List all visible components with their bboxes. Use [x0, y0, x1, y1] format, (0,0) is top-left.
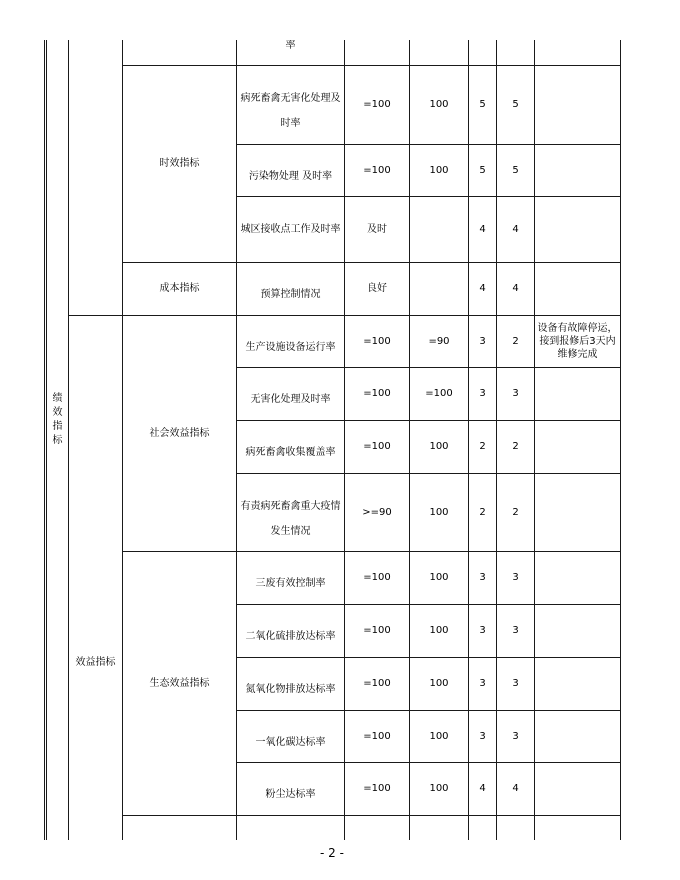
score-cell — [497, 763, 535, 816]
indicator-cell — [237, 197, 345, 263]
score-cell — [497, 816, 535, 840]
weight-cell — [469, 368, 497, 421]
actual-value-cell — [410, 711, 469, 763]
actual-value-cell — [410, 368, 469, 421]
target-value: =100 — [363, 572, 391, 583]
remark-line: 接到报修后3天内 — [539, 336, 616, 347]
level3-category-label: 生态效益指标 — [149, 677, 210, 689]
indicator-name-line: 有责病死畜禽重大疫情 — [240, 500, 341, 512]
level1-category-cell — [47, 40, 69, 840]
weight-cell — [469, 66, 497, 145]
indicator-name-line: 氮氧化物排放达标率 — [245, 684, 336, 695]
weight-value: 4 — [479, 283, 486, 294]
target-value: >=90 — [362, 506, 392, 518]
target-value-cell — [345, 66, 410, 145]
weight-value: 3 — [479, 625, 486, 636]
score-cell — [497, 263, 535, 316]
score-value: 4 — [512, 783, 519, 794]
actual-value-cell — [410, 263, 469, 316]
weight-cell — [469, 552, 497, 605]
score-cell — [497, 40, 535, 66]
remark-line: 设备有故障停运， — [537, 323, 618, 334]
indicator-name-line: 病死畜禽收集覆盖率 — [245, 447, 336, 458]
indicator-name-line: 一氧化碳达标率 — [255, 736, 326, 748]
indicator-name-line: 生产设施设备运行率 — [245, 341, 336, 353]
actual-value: 100 — [429, 730, 449, 742]
score-cell — [497, 605, 535, 658]
target-value-cell — [345, 552, 410, 605]
weight-value: 2 — [479, 441, 486, 452]
level1-category-label: 绩效指标 — [52, 393, 63, 446]
weight-value: 3 — [479, 678, 486, 689]
actual-value: 100 — [429, 164, 449, 176]
weight-cell — [469, 816, 497, 840]
actual-value: 100 — [429, 99, 449, 110]
target-value: =100 — [363, 164, 391, 176]
indicator-cell — [237, 658, 345, 711]
indicator-name-line: 预算控制情况 — [260, 289, 321, 300]
remark-cell — [535, 66, 621, 145]
target-value-cell — [345, 421, 410, 474]
target-value-cell — [345, 145, 410, 197]
target-value-cell — [345, 40, 410, 66]
remark-cell — [535, 816, 621, 840]
actual-value: =90 — [428, 335, 450, 347]
actual-value: 100 — [429, 441, 449, 452]
indicator-cell — [237, 316, 345, 368]
weight-value: 2 — [479, 506, 486, 518]
weight-cell — [469, 40, 497, 66]
weight-value: 3 — [479, 730, 486, 742]
score-value: 4 — [512, 223, 519, 235]
weight-cell — [469, 263, 497, 316]
weight-value: 4 — [479, 223, 486, 235]
actual-value-cell — [410, 316, 469, 368]
level2-category-cell-benefit — [69, 316, 123, 840]
indicator-name-line: 城区接收点工作及时率 — [240, 223, 341, 235]
target-value: =100 — [363, 730, 391, 742]
actual-value-cell — [410, 763, 469, 816]
remark-cell — [535, 605, 621, 658]
actual-value-cell — [410, 474, 469, 552]
indicator-name-line: 无害化处理及时率 — [250, 394, 331, 405]
actual-value-cell — [410, 66, 469, 145]
level3-category-cell-ecological — [123, 552, 237, 816]
page-number: - 2 - — [320, 846, 344, 860]
score-value: 5 — [512, 164, 519, 176]
level3-category-cell-social — [123, 316, 237, 552]
score-cell — [497, 197, 535, 263]
score-cell — [497, 66, 535, 145]
target-value: =100 — [363, 783, 391, 794]
indicator-name-line: 发生情况 — [270, 525, 311, 537]
remark-cell — [535, 763, 621, 816]
level3-category-cell-continued — [123, 40, 237, 66]
score-cell — [497, 145, 535, 197]
actual-value: 100 — [429, 506, 449, 518]
weight-value: 5 — [479, 99, 486, 110]
score-cell — [497, 658, 535, 711]
actual-value-cell — [410, 40, 469, 66]
remark-cell — [535, 197, 621, 263]
weight-cell — [469, 197, 497, 263]
indicator-name-line: 污染物处理 及时率 — [248, 170, 333, 182]
target-value: =100 — [363, 335, 391, 347]
level3-category-cell-cost — [123, 263, 237, 316]
indicator-cell — [237, 711, 345, 763]
remark-cell — [535, 552, 621, 605]
score-value: 3 — [512, 625, 519, 636]
score-value: 3 — [512, 678, 519, 689]
weight-value: 4 — [479, 783, 486, 794]
score-value: 4 — [512, 283, 519, 294]
target-value-cell — [345, 197, 410, 263]
weight-cell — [469, 711, 497, 763]
level3-category-label: 成本指标 — [159, 283, 200, 294]
indicator-name-line: 率 — [285, 40, 296, 51]
target-value: =100 — [363, 441, 391, 452]
score-cell — [497, 316, 535, 368]
target-value-cell — [345, 816, 410, 840]
score-cell — [497, 368, 535, 421]
actual-value-cell — [410, 816, 469, 840]
score-cell — [497, 552, 535, 605]
score-value: 2 — [512, 335, 519, 347]
target-value-cell — [345, 763, 410, 816]
actual-value-cell — [410, 552, 469, 605]
indicator-cell — [237, 368, 345, 421]
target-value: =100 — [363, 388, 391, 399]
indicator-name-line: 时率 — [280, 118, 301, 129]
indicator-cell — [237, 263, 345, 316]
indicator-cell — [237, 763, 345, 816]
level2-category-label: 效益指标 — [75, 657, 116, 668]
target-value: =100 — [363, 99, 391, 110]
indicator-cell — [237, 474, 345, 552]
indicator-cell — [237, 66, 345, 145]
actual-value: 100 — [429, 783, 449, 794]
weight-cell — [469, 658, 497, 711]
weight-cell — [469, 763, 497, 816]
score-cell — [497, 421, 535, 474]
level3-category-cell-timeliness — [123, 66, 237, 263]
target-value: 及时 — [367, 223, 387, 235]
level3-category-label: 时效指标 — [159, 158, 200, 169]
indicator-name-line: 病死畜禽无害化处理及 — [240, 93, 341, 104]
target-value-cell — [345, 368, 410, 421]
score-value: 3 — [512, 572, 519, 583]
actual-value-cell — [410, 197, 469, 263]
indicator-cell — [237, 421, 345, 474]
target-value: =100 — [363, 678, 391, 689]
target-value-cell — [345, 263, 410, 316]
target-value-cell — [345, 474, 410, 552]
performance-indicator-table — [44, 40, 621, 840]
score-value: 3 — [512, 388, 519, 399]
remark-cell — [535, 421, 621, 474]
target-value: 良好 — [367, 283, 387, 294]
score-value: 3 — [512, 730, 519, 742]
weight-value: 5 — [479, 164, 486, 176]
actual-value-cell — [410, 145, 469, 197]
actual-value-cell — [410, 658, 469, 711]
score-cell — [497, 474, 535, 552]
indicator-cell — [237, 605, 345, 658]
score-value: 5 — [512, 99, 519, 110]
remark-cell — [535, 263, 621, 316]
weight-cell — [469, 474, 497, 552]
actual-value: 100 — [429, 678, 449, 689]
target-value-cell — [345, 658, 410, 711]
indicator-cell — [237, 816, 345, 840]
target-value-cell — [345, 711, 410, 763]
weight-cell — [469, 145, 497, 197]
indicator-name-line: 三废有效控制率 — [255, 578, 326, 589]
remark-cell — [535, 658, 621, 711]
remark-cell — [535, 145, 621, 197]
indicator-cell — [237, 40, 345, 66]
weight-value: 3 — [479, 388, 486, 399]
target-value-cell — [345, 316, 410, 368]
score-cell — [497, 711, 535, 763]
score-value: 2 — [512, 441, 519, 452]
level3-category-cell-next — [123, 816, 237, 840]
actual-value-cell — [410, 421, 469, 474]
level3-category-label: 社会效益指标 — [149, 427, 210, 439]
actual-value: 100 — [429, 572, 449, 583]
weight-cell — [469, 421, 497, 474]
target-value-cell — [345, 605, 410, 658]
score-value: 2 — [512, 506, 519, 518]
weight-cell — [469, 605, 497, 658]
indicator-cell — [237, 552, 345, 605]
remark-cell — [535, 316, 621, 368]
actual-value: =100 — [425, 388, 453, 399]
remark-line: 维修完成 — [557, 349, 598, 360]
remark-cell — [535, 474, 621, 552]
actual-value-cell — [410, 605, 469, 658]
indicator-name-line: 二氧化硫排放达标率 — [245, 631, 336, 642]
weight-cell — [469, 316, 497, 368]
level2-category-cell-continued — [69, 40, 123, 316]
indicator-cell — [237, 145, 345, 197]
remark-cell — [535, 368, 621, 421]
weight-value: 3 — [479, 335, 486, 347]
remark-cell — [535, 711, 621, 763]
weight-value: 3 — [479, 572, 486, 583]
indicator-name-line: 粉尘达标率 — [265, 789, 316, 800]
actual-value: 100 — [429, 625, 449, 636]
target-value: =100 — [363, 625, 391, 636]
remark-cell — [535, 40, 621, 66]
